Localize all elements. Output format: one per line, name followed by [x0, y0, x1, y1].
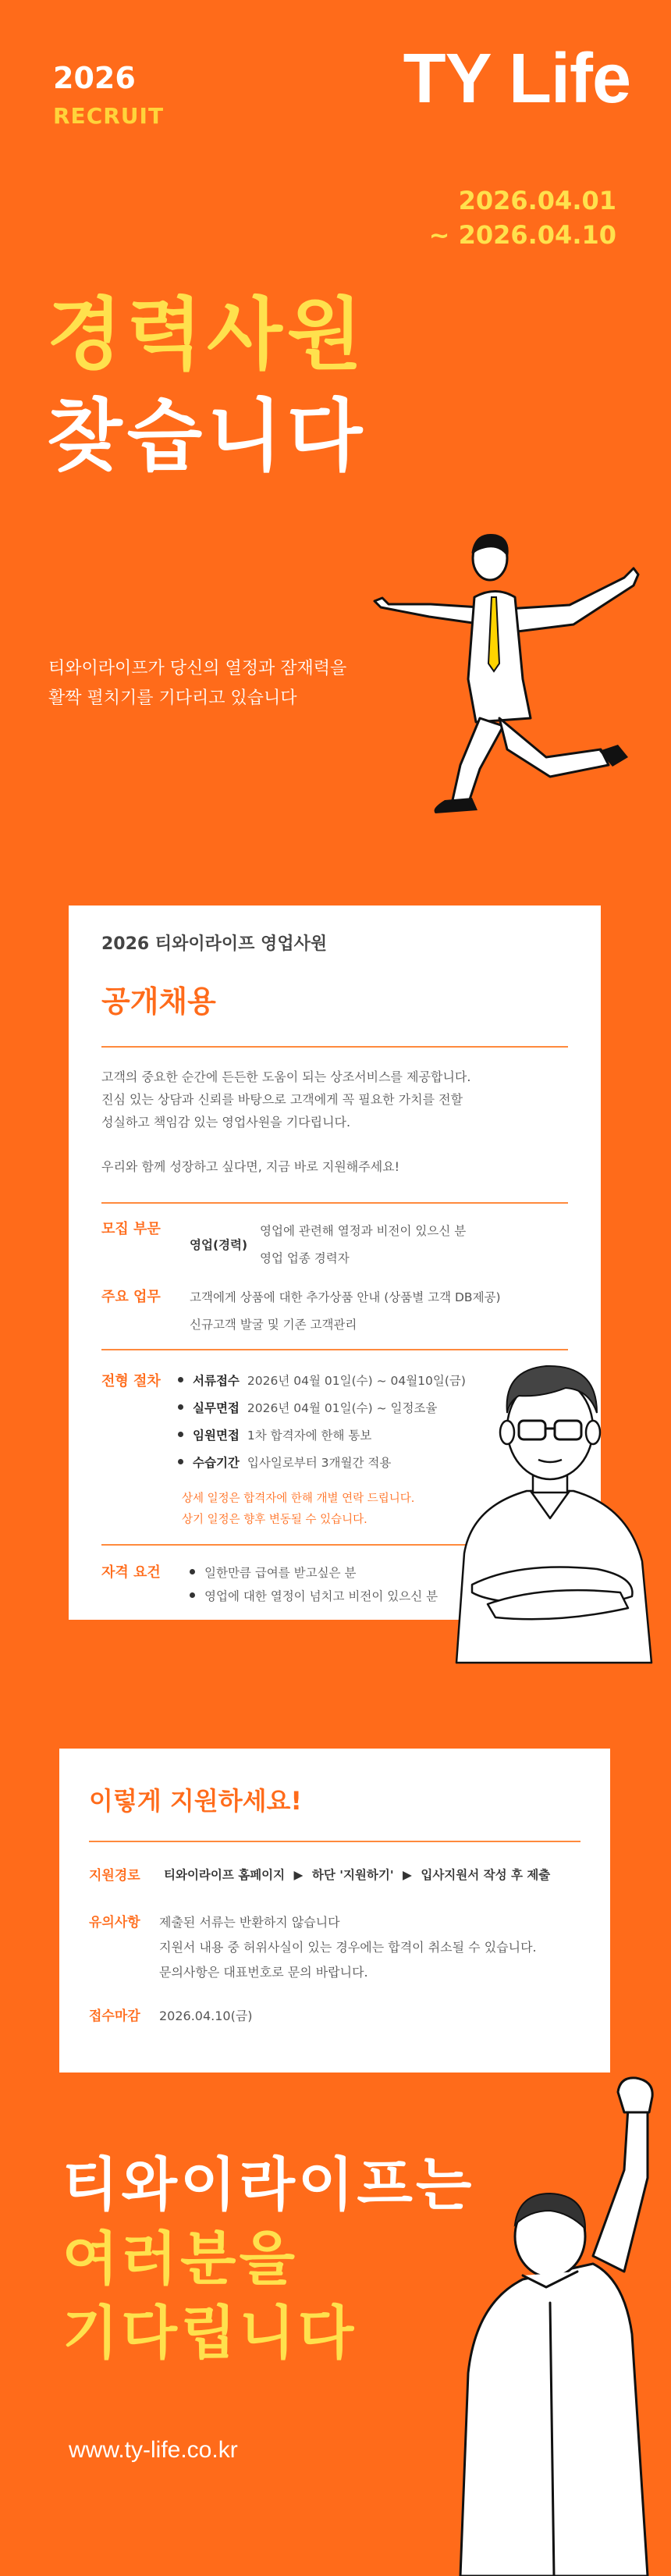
bullet-icon: [178, 1404, 183, 1410]
route-step: 하단 '지원하기': [311, 1868, 394, 1882]
qualification-text: 일한만큼 급여를 받고싶은 분: [204, 1566, 357, 1580]
posting-subtitle: 2026 티와이라이프 영업사원: [101, 934, 328, 954]
process-label: 전형 절차: [101, 1373, 161, 1389]
hero-title-line1: 경력사원: [47, 289, 367, 380]
bullet-icon: [178, 1432, 183, 1437]
application-period: [429, 183, 616, 252]
recruit-field-label: 모집 부문: [101, 1221, 161, 1237]
apply-title: 이렇게 지원하세요!: [89, 1786, 303, 1816]
brand-logo: TY Life: [403, 40, 630, 118]
deadline-label: 접수마감: [89, 2008, 140, 2024]
closing-line2: 여러분을: [62, 2226, 298, 2293]
date-start: 2026.04.01: [458, 186, 616, 215]
process-note: 상기 일정은 향후 변동될 수 있습니다.: [182, 1514, 367, 1526]
divider: [101, 1046, 568, 1048]
desc-cta: 우리와 함께 성장하고 싶다면, 지금 바로 지원해주세요!: [101, 1159, 400, 1174]
arrow-right-icon: ▶: [293, 1868, 304, 1882]
notice-line: 지원서 내용 중 허위사실이 있는 경우에는 합격이 취소될 수 있습니다.: [159, 1940, 537, 1955]
process-note: 상세 일정은 합격자에 한해 개별 연락 드립니다.: [182, 1493, 415, 1505]
route-step: 입사지원서 작성 후 제출: [421, 1868, 551, 1882]
intro-line2: 활짝 펼치기를 기다리고 있습니다: [48, 688, 297, 708]
qualification-label: 자격 요건: [101, 1564, 161, 1581]
step-name: 서류접수: [193, 1374, 240, 1388]
step-desc: 2026년 04월 01일(수) ~ 04월10일(금): [247, 1374, 466, 1388]
bullet-icon: [190, 1569, 195, 1574]
bullet-icon: [190, 1592, 195, 1598]
process-step: [178, 1372, 466, 1389]
recruit-requirement: 영업 업종 경력자: [260, 1251, 350, 1265]
recruit-requirement: 영업에 관련해 열정과 비전이 있으신 분: [260, 1224, 467, 1238]
website-link[interactable]: www.ty-life.co.kr: [69, 2437, 238, 2463]
duty-item: 고객에게 상품에 대한 추가상품 안내 (상품별 고객 DB제공): [190, 1290, 501, 1304]
step-name: 임원면접: [193, 1429, 240, 1443]
posting-description: [101, 1066, 470, 1178]
step-desc: 2026년 04월 01일(수) ~ 일정조율: [247, 1401, 438, 1415]
route-step: 티와이라이프 홈페이지: [164, 1868, 286, 1882]
apply-route: [164, 1866, 550, 1883]
intro-line1: 티와이라이프가 당신의 열정과 잠재력을: [48, 659, 347, 678]
man-raised-fist-illustration: [437, 2076, 671, 2576]
how-to-apply-card: [59, 1749, 610, 2073]
man-arms-crossed-illustration: [441, 1327, 667, 1663]
desc-line: 고객의 중요한 순간에 든든한 도움이 되는 상조서비스를 제공합니다.: [101, 1069, 471, 1084]
step-name: 수습기간: [193, 1456, 240, 1470]
recruit-role: 영업(경력): [190, 1238, 248, 1252]
qualification-text: 영업에 대한 열정이 넘치고 비전이 있으신 분: [204, 1589, 438, 1603]
deadline-value: 2026.04.10(금): [159, 2008, 253, 2023]
recruit-year: 2026: [53, 61, 136, 95]
arrow-right-icon: ▶: [403, 1868, 412, 1882]
hero-title-line2: 찾습니다: [47, 390, 367, 482]
notice-label: 유의사항: [89, 1915, 140, 1930]
step-desc: 입사일로부터 3개월간 적용: [247, 1456, 392, 1470]
divider: [101, 1202, 568, 1204]
closing-line3: 기다립니다: [62, 2300, 357, 2367]
duties-label: 주요 업무: [101, 1289, 161, 1305]
qualification-item: [190, 1587, 438, 1604]
qualification-item: [190, 1564, 356, 1581]
desc-line: 성실하고 책임감 있는 영업사원을 기다립니다.: [101, 1115, 351, 1130]
process-step: [178, 1426, 371, 1443]
posting-title: 공개채용: [101, 984, 216, 1019]
closing-line1: 티와이라이프는: [62, 2151, 475, 2218]
bullet-icon: [178, 1459, 183, 1464]
step-name: 실무면접: [193, 1401, 240, 1415]
desc-line: 진심 있는 상담과 신뢰를 바탕으로 고객에게 꼭 필요한 가치를 전할: [101, 1092, 463, 1107]
notice-line: 제출된 서류는 반환하지 않습니다: [159, 1915, 340, 1930]
jumping-man-illustration: [343, 523, 671, 851]
notice-line: 문의사항은 대표번호로 문의 바랍니다.: [159, 1965, 368, 1980]
bullet-icon: [178, 1377, 183, 1382]
date-end: ~ 2026.04.10: [428, 220, 616, 250]
process-step: [178, 1399, 437, 1416]
duty-item: 신규고객 발굴 및 기존 고객관리: [190, 1318, 357, 1332]
step-desc: 1차 합격자에 한해 통보: [247, 1429, 372, 1443]
hero-intro: [48, 654, 346, 713]
divider: [89, 1841, 580, 1842]
process-step: [178, 1453, 391, 1471]
route-label: 지원경로: [89, 1868, 140, 1884]
recruit-label: RECRUIT: [53, 103, 165, 129]
